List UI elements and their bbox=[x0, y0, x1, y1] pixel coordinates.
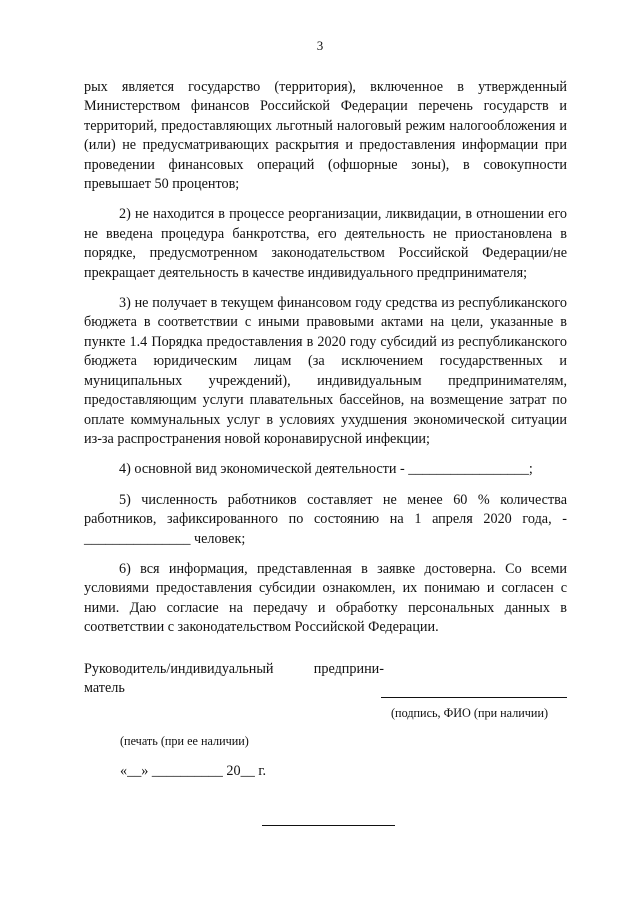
signature-caption: (подпись, ФИО (при наличии) bbox=[391, 706, 549, 720]
signer-title-line2: матель bbox=[84, 680, 125, 697]
page-number: 3 bbox=[316, 38, 324, 53]
body-text bbox=[84, 78, 567, 638]
stamp-note: (печать (при ее наличии) bbox=[120, 734, 249, 748]
date-line: «__» __________ 20__ г. bbox=[120, 763, 267, 779]
signer-title-right: предприни- bbox=[313, 661, 384, 677]
footer-rule bbox=[262, 825, 395, 826]
paragraph-item-2: 2) не находится в процессе реорганизации, ликвидации, в отношении его не введена процедура банкротства, его деятельность не приостановлена в порядке, предусмотренном законодательством Российской Федерации/не прекращает деятельность в качестве индивидуального предпринимателя; bbox=[84, 206, 567, 281]
paragraph-item-6: 6) вся информация, представленная в заявке достоверна. Со всеми условиями предоставления субсидии ознакомлен, их понимаю и согласен с ними. Даю согласие на передачу и обработку персональных данных в соответствии с законодательством Российской Федерации. bbox=[84, 560, 567, 636]
signer-label bbox=[84, 660, 384, 699]
paragraph-item-5: 5) численность работников составляет не менее 60 % количества работников, зафиксированного по состоянию на 1 апреля 2020 года, - _______________ человек; bbox=[84, 491, 567, 547]
paragraph-continuation: рых является государство (территория), включенное в утвержденный Министерством финансов Российской Федерации перечень государств и территорий, предоставляющих льготный налоговый режим налогообложения и (или) не предусматривающих раскрытия и предоставления информации при проведении финансовых операций (офшорные зоны), в совокупности превышает 50 процентов; bbox=[84, 79, 567, 193]
signer-title-left: Руководитель/индивидуальный bbox=[84, 661, 274, 677]
signature-line bbox=[381, 697, 567, 698]
paragraph-item-4: 4) основной вид экономической деятельности - _________________; bbox=[119, 461, 533, 478]
paragraph-item-3: 3) не получает в текущем финансовом году средства из республиканского бюджета в соответствии с иными правовыми актами на цели, указанные в пункте 1.4 Порядка предоставления в 2020 году субсидий из республиканского бюджета юридическим лицам (за исключением государственных и муниципальных учреждений), индивидуальным предпринимателям, предоставляющим услуги плавательных бассейнов, на возмещение затрат по оплате коммунальных услуг в условиях ухудшения экономической ситуации из-за распространения новой коронавирусной инфекции; bbox=[84, 295, 567, 447]
